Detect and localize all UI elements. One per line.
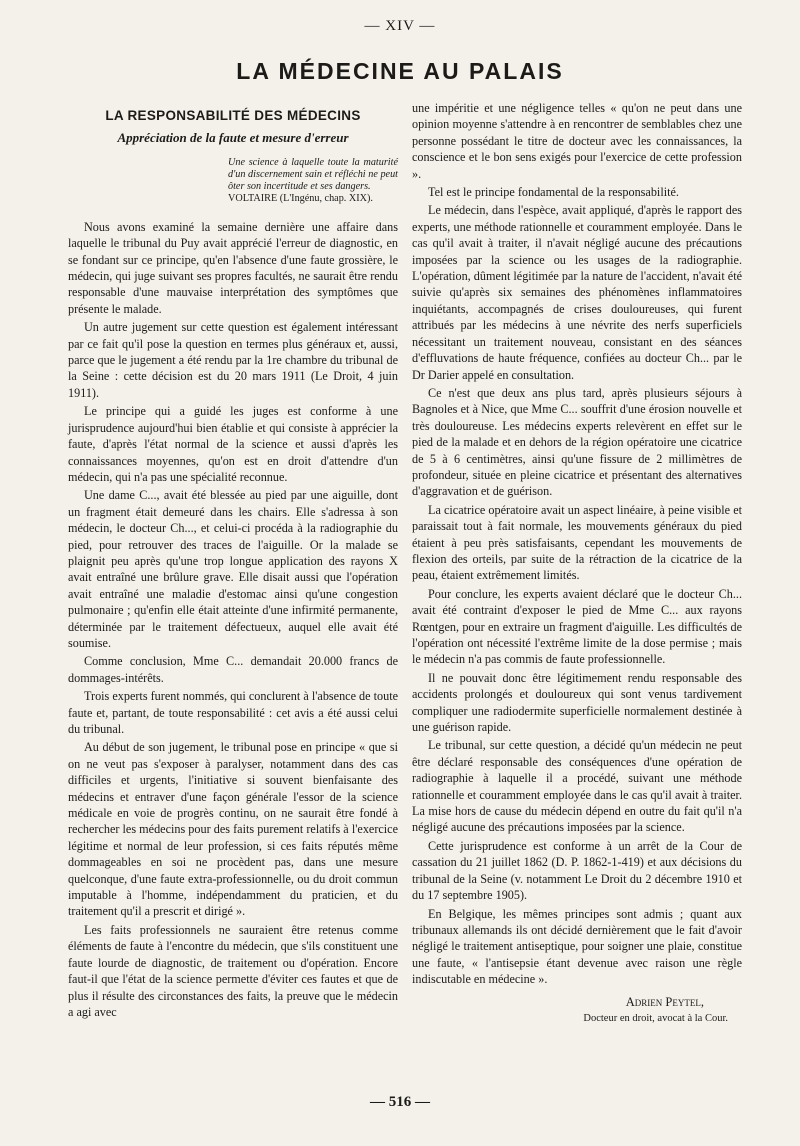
paragraph: Il ne pouvait donc être légitimement rendu responsable des accidents prolongés et douloureux qui sont venus tardivement compliquer une radiodermite superficielle normalement destinée à une guérison rapide.: [412, 670, 742, 735]
paragraph: Cette jurisprudence est conforme à un arrêt de la Cour de cassation du 21 juillet 1862 (D. P. 1862-1-419) et aux décisions du tribunal de la Seine (v. notamment Le Droit du 2 décembre 1910 et du 17 septembre 1905).: [412, 838, 742, 903]
epigraph-source: VOLTAIRE (L'Ingénu, chap. XIX).: [228, 192, 373, 204]
paragraph: Le tribunal, sur cette question, a décidé qu'un médecin ne peut être déclaré responsable des conséquences d'une opération de radiographie à laquelle il a procédé, suivant une méthode rationnelle et couramment employée dans le cas qu'il avait à traiter. La mise hors de cause du médecin dépend en outre du fait qu'il n'a négligé aucune des précautions imposées par la science.: [412, 738, 742, 835]
epigraph: Une science à laquelle toute la maturité d'un discernement sain et réfléchi ne peut ôter son incertitude et ses dangers.: [228, 156, 398, 192]
author-title: Docteur en droit, avocat à la Cour.: [583, 1012, 728, 1024]
author-signature: Adrien Peytel,: [625, 994, 704, 1009]
paragraph: En Belgique, les mêmes principes sont admis ; quant aux tribunaux allemands ils ont décidé dernièrement que le fait d'avoir négligé le traitement antiseptique, pour soigner une plaie, constitue une faute, « l'antisepsie étant devenue avec raison une règle indiscutable en médecine ».: [412, 906, 742, 987]
paragraph: Tel est le principe fondamental de la responsabilité.: [428, 185, 679, 200]
right-column: [412, 100, 742, 1027]
paragraph: Une dame C..., avait été blessée au pied par une aiguille, dont un fragment était demeuré dans les chairs. Elle s'adressa à son médecin, le docteur Ch..., et celui-ci procéda à la radiographie du pied, pour retrouver des traces de l'aiguille. Or la malade se plaignit peu après qu'une trop longue application des rayons X avait entraîné une brûlure grave. Elle disait aussi que l'opération avait entraîné une maladie d'estomac ainsi qu'une congestion pulmonaire ; qu'enfin elle était atteinte d'une infirmité permanente, déterminée par le traitement défectueux, auquel elle avait été soumise.: [68, 488, 398, 650]
article-subtitle: Appréciation de la faute et mesure d'erreur: [117, 130, 349, 146]
paragraph: Trois experts furent nommés, qui conclurent à l'absence de toute faute et, partant, de toute responsabilité : cet avis a été aussi celui du tribunal.: [68, 689, 398, 736]
paragraph: Comme conclusion, Mme C... demandait 20.000 francs de dommages-intérêts.: [68, 654, 398, 685]
paragraph: Au début de son jugement, le tribunal pose en principe « que si on ne veut pas s'exposer à paralyser, notamment dans des cas difficiles et urgents, l'initiative si souvent bienfaisante des médecins et entraver d'une façon générale l'essor de la science médicale en voie de progrès continu, on ne saurait être fondé à rechercher les médecins pour des faits purement relatifs à l'exercice légitime et normal de leur profession, si ces faits réputés même dommageables en soi ne procèdent pas, dans une mesure quelconque, d'une faute extra-professionnelle, ou du droit commun imputable à l'homme, indépendamment du praticien, et du traitement qu'il a prescrit et dirigé ».: [68, 740, 398, 919]
left-column: [68, 100, 398, 1022]
section-title: LA RESPONSABILITÉ DES MÉDECINS: [105, 108, 361, 123]
paragraph: Ce n'est que deux ans plus tard, après plusieurs séjours à Bagnoles et à Nice, que Mme C... souffrit d'une érosion nouvelle et très douloureuse. Les médecins experts relevèrent en effet sur le pied de la malade et en dehors de la région opératoire une cicatrice de 5 à 6 centimètres, ainsi qu'une fissure de 2 millimètres de profondeur, située en pleine cicatrice et présentant des alternatives d'aggravation et de guérison.: [412, 385, 742, 499]
paragraph: Le médecin, dans l'espèce, avait appliqué, d'après le rapport des experts, une méthode rationnelle et couramment employée. Dans le cas qu'il avait à traiter, il n'avait négligé aucune des précautions imposées par la science ou les usages de la radiographie. L'opération, dûment légitimée par la nature de l'accident, n'avait été suivie qu'après six semaines des phénomènes inflammatoires inquiétants, accompagnés de crises douloureuses, qui furent attribués par les médecins à une névrite des nerfs superficiels nécessitant un traitement nouveau, consistant en des séances d'effluvations de haute fréquence, confiées au docteur Ch... par le Dr Darier appelé en consultation.: [412, 203, 742, 382]
paragraph: Les faits professionnels ne sauraient être retenus comme éléments de faute à l'encontre du médecin, que s'ils constituent une faute lourde de diagnostic, de traitement ou d'opération. Encore faut-il que l'état de la science permette d'éviter ces fautes et que de plus il résulte des circonstances des faits, la preuve que le médecin a agi avec: [68, 922, 398, 1019]
page-title: LA MÉDECINE AU PALAIS: [236, 58, 564, 84]
paragraph: La cicatrice opératoire avait un aspect linéaire, à peine visible et paraissait tout à fait normale, les mouvements généraux du pied étaient à peu près satisfaisants, cependant les mouvements de flexion des orteils, par suite de la rétraction de la cicatrice de la peau, étaient extrêmement limités.: [412, 502, 742, 583]
paragraph: Nous avons examiné la semaine dernière une affaire dans laquelle le tribunal du Puy avait apprécié l'erreur de diagnostic, en se fondant sur ce principe, qu'en l'absence d'une faute grossière, le médecin, qui juge suivant ses propres facultés, ne saurait être rendu responsable d'une mauvaise interprétation des symptômes que présente le malade.: [68, 219, 398, 316]
paragraph: Le principe qui a guidé les juges est conforme à une jurisprudence aujourd'hui bien établie et qui consiste à apprécier la faute, d'après l'état normal de la science et aussi d'après les connaissances moyennes, qu'on est en droit d'attendre d'un médecin, qui n'a pas une spécialité reconnue.: [68, 404, 398, 484]
roman-page-number: — XIV —: [364, 18, 436, 34]
page-number: — 516 —: [370, 1094, 430, 1110]
paragraph: Pour conclure, les experts avaient déclaré que le docteur Ch... avait été contraint d'exposer le pied de Mme C... aux rayons Rœntgen, pour en extraire un fragment d'aiguille. Les difficultés de l'opération ont nécessité l'extrême limite de la dose permise ; mais le médecin n'a pas commis de faute professionnelle.: [412, 586, 742, 667]
paragraph: Un autre jugement sur cette question est également intéressant par ce fait qu'il pose la question en termes plus généraux et, aussi, parce que le jugement a été rendu par la 1re chambre du tribunal de la Seine : cette décision est du 20 mars 1911 (Le Droit, 4 juin 1911).: [68, 320, 398, 400]
paragraph: une impéritie et une négligence telles « qu'on ne peut dans une opinion moyenne s'attendre à en rencontrer de semblables chez une personne possédant le titre de docteur avec les connaissances, la conscience et le bon sens exigés pour l'exercice de cette profession ».: [412, 101, 742, 181]
